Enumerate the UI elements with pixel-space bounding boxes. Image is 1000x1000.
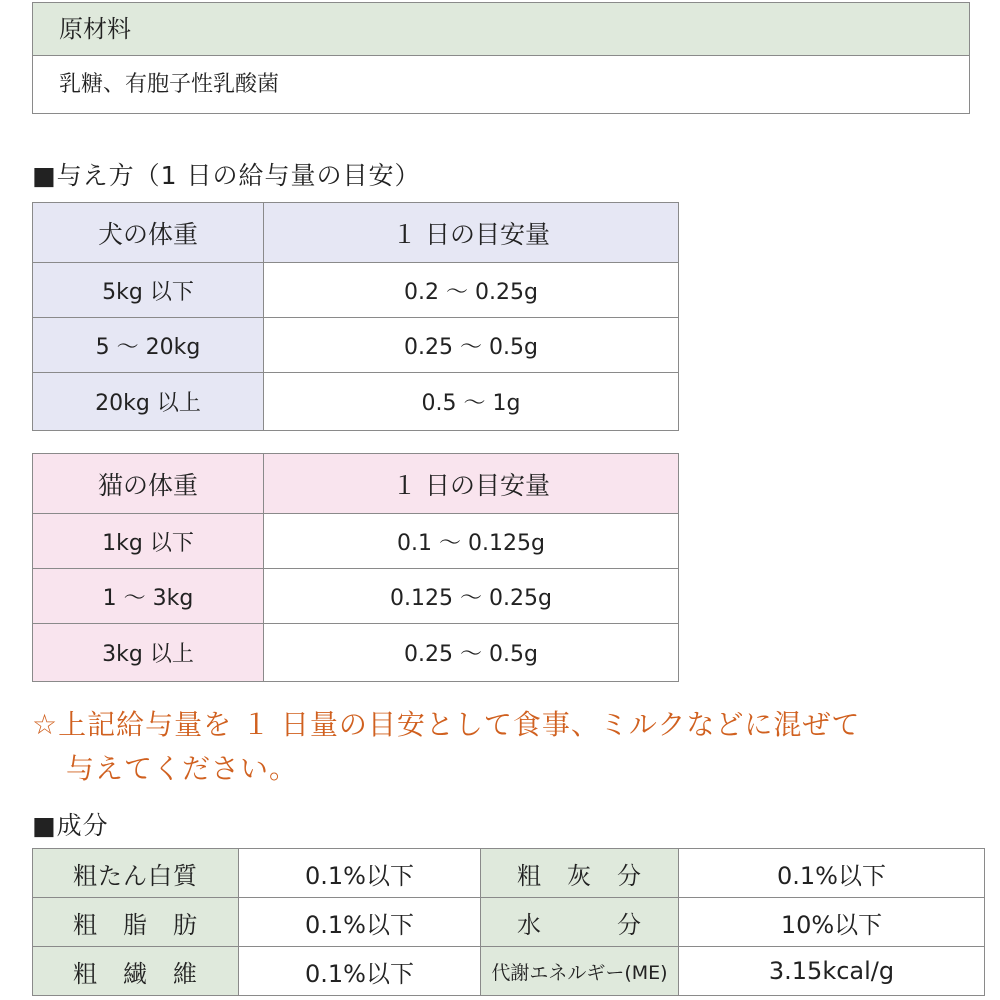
feeding-note <box>32 703 972 791</box>
composition-value: 0.1%以下 <box>679 849 985 898</box>
dog-amount-header: １ 日の目安量 <box>264 203 679 263</box>
dog-weight-cell: 5kg 以下 <box>33 263 264 318</box>
table-row <box>33 849 985 898</box>
table-row <box>33 373 679 431</box>
cat-amount-cell: 0.125 〜 0.25g <box>264 569 679 624</box>
table-row <box>33 569 679 624</box>
cat-weight-cell: 3kg 以上 <box>33 624 264 682</box>
composition-label: 粗たん白質 <box>33 849 239 898</box>
feeding-note-line1: ☆上記給与量を １ 日量の目安として食事、ミルクなどに混ぜて <box>32 708 861 741</box>
composition-value: 0.1%以下 <box>239 898 481 947</box>
composition-value: 0.1%以下 <box>239 849 481 898</box>
cat-feeding-table <box>32 453 679 682</box>
composition-value: 0.1%以下 <box>239 947 481 996</box>
dog-amount-cell: 0.5 〜 1g <box>264 373 679 431</box>
composition-label: 代謝エネルギー(ME) <box>481 947 679 996</box>
table-row <box>33 263 679 318</box>
table-row <box>33 624 679 682</box>
ingredients-box <box>32 2 970 114</box>
cat-amount-cell: 0.1 〜 0.125g <box>264 514 679 569</box>
table-header-row <box>33 203 679 263</box>
composition-table <box>32 848 985 996</box>
composition-title: ■成分 <box>32 811 109 840</box>
cat-weight-cell: 1 〜 3kg <box>33 569 264 624</box>
cat-amount-cell: 0.25 〜 0.5g <box>264 624 679 682</box>
ingredients-heading: 原材料 <box>33 3 969 56</box>
cat-weight-header: 猫の体重 <box>33 454 264 514</box>
dog-amount-cell: 0.2 〜 0.25g <box>264 263 679 318</box>
composition-label: 粗 灰 分 <box>481 849 679 898</box>
table-header-row <box>33 454 679 514</box>
composition-value: 10%以下 <box>679 898 985 947</box>
table-row <box>33 318 679 373</box>
dog-feeding-table <box>32 202 679 431</box>
composition-value: 3.15kcal/g <box>679 947 985 996</box>
table-row <box>33 514 679 569</box>
dog-weight-cell: 5 〜 20kg <box>33 318 264 373</box>
feeding-title: ■与え方（1 日の給与量の目安） <box>32 161 421 190</box>
feeding-note-line2: 与えてください。 <box>66 752 299 785</box>
dog-weight-cell: 20kg 以上 <box>33 373 264 431</box>
composition-label: 粗 繊 維 <box>33 947 239 996</box>
ingredients-text: 乳糖、有胞子性乳酸菌 <box>59 72 280 97</box>
table-row <box>33 947 985 996</box>
composition-label: 水 分 <box>481 898 679 947</box>
table-row <box>33 898 985 947</box>
dog-weight-header: 犬の体重 <box>33 203 264 263</box>
composition-label: 粗 脂 肪 <box>33 898 239 947</box>
cat-amount-header: １ 日の目安量 <box>264 454 679 514</box>
cat-weight-cell: 1kg 以下 <box>33 514 264 569</box>
dog-amount-cell: 0.25 〜 0.5g <box>264 318 679 373</box>
